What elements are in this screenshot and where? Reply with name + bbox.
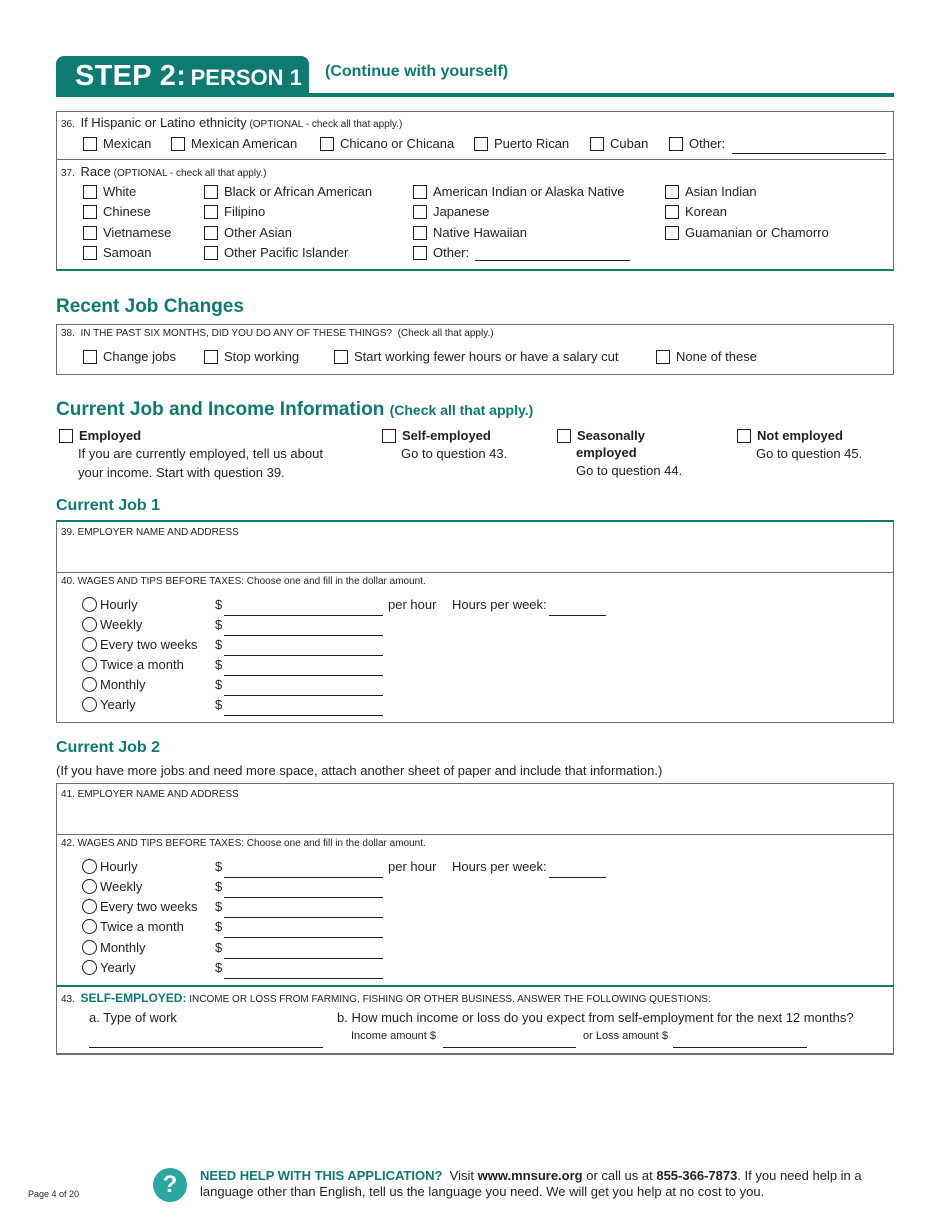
q37-vietnamese[interactable]: Vietnamese [83, 225, 171, 240]
job1-box [56, 520, 894, 723]
checkbox[interactable] [83, 185, 97, 199]
job2-monthly[interactable]: Monthly [82, 940, 146, 955]
job2-twice-month-amount[interactable] [224, 937, 383, 938]
current-job-1-title: Current Job 1 [56, 497, 161, 514]
question-icon: ? [153, 1168, 187, 1202]
q36-mexican[interactable]: Mexican [83, 136, 151, 151]
dollar-sign: $ [215, 637, 223, 652]
help-text: NEED HELP WITH THIS APPLICATION? Visit www.mnsure.org or call us at 855-366-7873. If you need help in a language other than English, tell us the language you need. We will get you help at no cost to you. [200, 1168, 862, 1199]
continue-note: (Continue with yourself) [325, 63, 509, 80]
q37-native-hawaiian[interactable]: Native Hawaiian [413, 225, 527, 240]
dollar-sign: $ [215, 677, 223, 692]
per-hour-label: per hour [388, 597, 437, 612]
checkbox[interactable] [83, 246, 97, 260]
job2-biweekly-amount[interactable] [224, 917, 383, 918]
q37-chinese[interactable]: Chinese [83, 204, 151, 219]
dollar-sign: $ [215, 657, 223, 672]
q38-fewer-hours[interactable]: Start working fewer hours or have a salary cut [334, 349, 618, 364]
checkbox[interactable] [665, 185, 679, 199]
radio[interactable] [82, 657, 97, 672]
dollar-sign: $ [215, 960, 223, 975]
q37-other-pacific[interactable]: Other Pacific Islander [204, 245, 348, 260]
q36-puerto-rican[interactable]: Puerto Rican [474, 136, 569, 151]
q37-japanese[interactable]: Japanese [413, 204, 489, 219]
job1-weekly[interactable]: Weekly [82, 617, 142, 632]
help-phone[interactable]: 855-366-7873 [656, 1168, 738, 1183]
checkbox[interactable] [334, 350, 348, 364]
checkbox[interactable] [413, 246, 427, 260]
radio[interactable] [82, 919, 97, 934]
checkbox[interactable] [83, 350, 97, 364]
job1-monthly[interactable]: Monthly [82, 677, 146, 692]
checkbox[interactable] [413, 226, 427, 240]
job1-twice-month-amount[interactable] [224, 675, 383, 676]
header-rule [56, 93, 894, 97]
seasonally-employed-option[interactable]: Seasonally [557, 428, 645, 443]
checkbox[interactable] [737, 429, 751, 443]
q38-change-jobs[interactable]: Change jobs [83, 349, 176, 364]
q38-none[interactable]: None of these [656, 349, 757, 364]
q37-other[interactable]: Other: [413, 245, 469, 260]
radio[interactable] [82, 617, 97, 632]
q37-asian-indian[interactable]: Asian Indian [665, 184, 757, 199]
checkbox[interactable] [204, 205, 218, 219]
job2-every-two-weeks[interactable]: Every two weeks [82, 899, 198, 914]
dollar-sign: $ [215, 940, 223, 955]
job1-monthly-amount[interactable] [224, 695, 383, 696]
radio[interactable] [82, 597, 97, 612]
q37-label: 37. Race (OPTIONAL - check all that apply.) [61, 164, 267, 179]
q37-filipino[interactable]: Filipino [204, 204, 265, 219]
q38-label: 38. IN THE PAST SIX MONTHS, DID YOU DO ANY OF THESE THINGS? (Check all that apply.) [61, 328, 494, 339]
employed-option[interactable]: Employed [59, 428, 141, 443]
job1-hourly-amount[interactable] [224, 615, 383, 616]
checkbox[interactable] [669, 137, 683, 151]
q36-other-field[interactable] [732, 153, 886, 154]
q36-mexican-american[interactable]: Mexican American [171, 136, 297, 151]
job1-hours-per-week-field[interactable] [549, 615, 606, 616]
checkbox[interactable] [204, 350, 218, 364]
q37-american-indian[interactable]: American Indian or Alaska Native [413, 184, 624, 199]
not-employed-desc: Go to question 45. [756, 446, 863, 461]
current-job-2-title: Current Job 2 [56, 739, 161, 756]
dollar-sign: $ [215, 617, 223, 632]
q43a-type-of-work-field[interactable] [89, 1047, 323, 1048]
checkbox[interactable] [83, 205, 97, 219]
hours-per-week-label: Hours per week: [452, 597, 547, 612]
q43a-label: a. Type of work [89, 1010, 177, 1025]
job2-weekly[interactable]: Weekly [82, 879, 142, 894]
seasonally-employed-label-2: employed [576, 445, 637, 460]
current-job-title: Current Job and Income Information (Check all that apply.) [56, 399, 534, 420]
checkbox[interactable] [83, 137, 97, 151]
help-website[interactable]: www.mnsure.org [477, 1168, 583, 1183]
checkbox[interactable] [171, 137, 185, 151]
employed-desc-1: If you are currently employed, tell us about [78, 446, 323, 461]
q37-white[interactable]: White [83, 184, 136, 199]
q40-label: 40. WAGES AND TIPS BEFORE TAXES: Choose one and fill in the dollar amount. [61, 576, 426, 587]
checkbox[interactable] [413, 185, 427, 199]
q37-samoan[interactable]: Samoan [83, 245, 151, 260]
radio[interactable] [82, 697, 97, 712]
radio[interactable] [82, 677, 97, 692]
loss-amount-field[interactable] [673, 1047, 807, 1048]
checkbox[interactable] [204, 246, 218, 260]
job2-hourly[interactable]: Hourly [82, 859, 138, 874]
job2-hours-per-week-field[interactable] [549, 877, 606, 878]
dollar-sign: $ [215, 879, 223, 894]
income-amount-field[interactable] [443, 1047, 576, 1048]
ethnicity-race-box [56, 111, 894, 271]
recent-job-changes-title: Recent Job Changes [56, 296, 244, 317]
job1-yearly[interactable]: Yearly [82, 697, 136, 712]
q37-guamanian[interactable]: Guamanian or Chamorro [665, 225, 829, 240]
q38-stop-working[interactable]: Stop working [204, 349, 299, 364]
radio[interactable] [82, 960, 97, 975]
q36-cuban[interactable]: Cuban [590, 136, 648, 151]
q36-other[interactable]: Other: [669, 136, 725, 151]
radio[interactable] [82, 637, 97, 652]
checkbox[interactable] [665, 226, 679, 240]
checkbox[interactable] [557, 429, 571, 443]
dollar-sign: $ [215, 899, 223, 914]
checkbox[interactable] [665, 205, 679, 219]
radio[interactable] [82, 899, 97, 914]
checkbox[interactable] [413, 205, 427, 219]
job2-yearly[interactable]: Yearly [82, 960, 136, 975]
q36-chicano[interactable]: Chicano or Chicana [320, 136, 454, 151]
q37-black[interactable]: Black or African American [204, 184, 372, 199]
job1-every-two-weeks[interactable]: Every two weeks [82, 637, 198, 652]
job1-biweekly-amount[interactable] [224, 655, 383, 656]
employed-desc-2: your income. Start with question 39. [78, 465, 285, 480]
q43-label: 43. SELF-EMPLOYED: INCOME OR LOSS FROM FARMING, FISHING OR OTHER BUSINESS. ANSWER THE FOLLOWING QUESTIONS: [61, 991, 711, 1005]
checkbox[interactable] [204, 226, 218, 240]
dollar-sign: $ [215, 859, 223, 874]
q37-korean[interactable]: Korean [665, 204, 727, 219]
person-label: PERSON 1 [190, 65, 302, 90]
dollar-sign: $ [215, 919, 223, 934]
income-amount-label: Income amount $ [351, 1030, 436, 1042]
checkbox[interactable] [83, 226, 97, 240]
radio[interactable] [82, 859, 97, 874]
job1-weekly-amount[interactable] [224, 635, 383, 636]
dollar-sign: $ [215, 697, 223, 712]
q39-label: 39. EMPLOYER NAME AND ADDRESS [61, 527, 239, 538]
radio[interactable] [82, 879, 97, 894]
checkbox[interactable] [204, 185, 218, 199]
checkbox[interactable] [59, 429, 73, 443]
job2-weekly-amount[interactable] [224, 897, 383, 898]
radio[interactable] [82, 940, 97, 955]
job2-box [56, 783, 894, 1055]
job1-yearly-amount[interactable] [224, 715, 383, 716]
job2-note: (If you have more jobs and need more space, attach another sheet of paper and include that information.) [56, 763, 663, 778]
q37-other-asian[interactable]: Other Asian [204, 225, 292, 240]
q42-label: 42. WAGES AND TIPS BEFORE TAXES: Choose one and fill in the dollar amount. [61, 838, 426, 849]
recent-job-box [56, 324, 894, 375]
self-employed-option[interactable]: Self-employed [382, 428, 491, 443]
checkbox[interactable] [656, 350, 670, 364]
loss-amount-label: or Loss amount $ [583, 1030, 668, 1042]
job2-hourly-amount[interactable] [224, 877, 383, 878]
per-hour-label: per hour [388, 859, 437, 874]
hours-per-week-label: Hours per week: [452, 859, 547, 874]
q43b-label: b. How much income or loss do you expect from self-employment for the next 12 months? [337, 1010, 854, 1025]
step-label: STEP 2: [75, 60, 187, 92]
job2-yearly-amount[interactable] [224, 978, 383, 979]
dollar-sign: $ [215, 597, 223, 612]
checkbox[interactable] [474, 137, 488, 151]
step-header [56, 56, 309, 96]
checkbox[interactable] [590, 137, 604, 151]
q41-label: 41. EMPLOYER NAME AND ADDRESS [61, 789, 239, 800]
q37-other-field[interactable] [475, 260, 630, 261]
job1-hourly[interactable]: Hourly [82, 597, 138, 612]
job2-monthly-amount[interactable] [224, 958, 383, 959]
checkbox[interactable] [382, 429, 396, 443]
self-employed-desc: Go to question 43. [401, 446, 508, 461]
page-number: Page 4 of 20 [28, 1189, 80, 1199]
job1-twice-a-month[interactable]: Twice a month [82, 657, 184, 672]
not-employed-option[interactable]: Not employed [737, 428, 843, 443]
q36-label: 36. If Hispanic or Latino ethnicity (OPTIONAL - check all that apply.) [61, 115, 403, 130]
job2-twice-a-month[interactable]: Twice a month [82, 919, 184, 934]
seasonally-employed-desc: Go to question 44. [576, 463, 683, 478]
checkbox[interactable] [320, 137, 334, 151]
